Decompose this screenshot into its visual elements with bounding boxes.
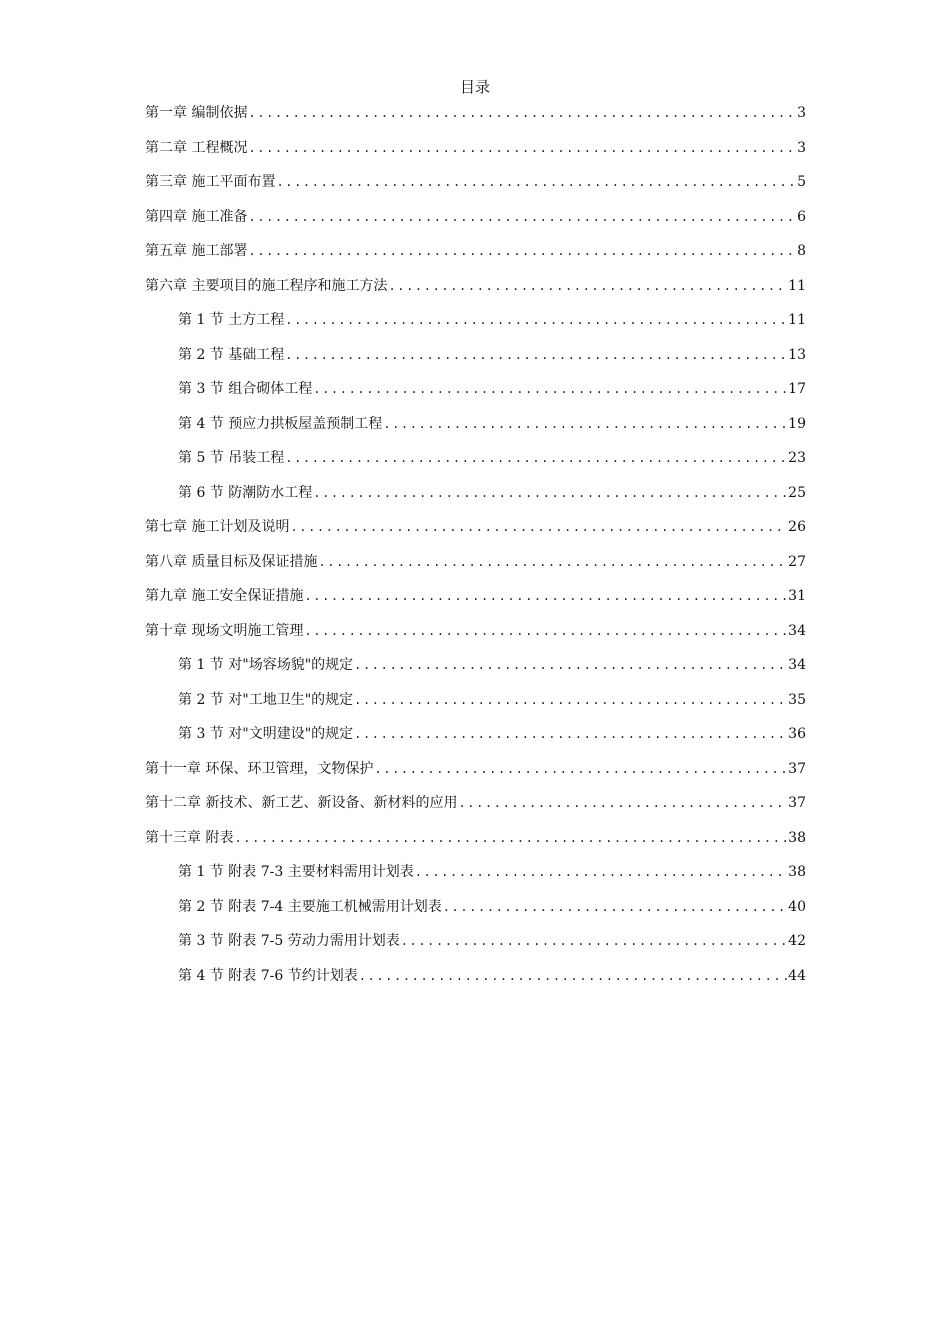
toc-entry-label: 第 3 节 附表 7-5 劳动力需用计划表	[178, 933, 400, 949]
toc-dot-leader	[313, 481, 787, 505]
toc-chapter-entry[interactable]	[145, 826, 806, 861]
toc-entry-page-number: 38	[788, 829, 806, 846]
toc-entry-label: 第五章 施工部署	[145, 243, 248, 259]
toc-entry-page-number: 3	[797, 105, 806, 121]
toc-chapter-entry[interactable]	[145, 584, 806, 619]
toc-entry-label: 第 4 节 附表 7-6 节约计划表	[178, 967, 358, 984]
toc-entry-page-number: 27	[788, 553, 806, 570]
toc-entry-label: 第七章 施工计划及说明	[145, 519, 290, 535]
toc-entry-page-number: 42	[788, 933, 806, 949]
toc-dot-leader	[374, 757, 787, 781]
toc-entry-label: 第 4 节 预应力拱板屋盖预制工程	[178, 415, 383, 432]
toc-entry-page-number: 19	[788, 415, 806, 432]
toc-entry-label: 第 3 节 组合砌体工程	[178, 381, 313, 397]
toc-entry-label: 第 1 节 对"场容场貌"的规定	[178, 657, 354, 673]
toc-dot-leader	[354, 688, 787, 712]
toc-section-entry[interactable]	[145, 929, 806, 964]
toc-entry-page-number: 23	[788, 450, 806, 466]
toc-dot-leader	[304, 619, 787, 643]
toc-dot-leader	[285, 308, 787, 332]
toc-section-entry[interactable]	[145, 308, 806, 343]
toc-entry-page-number: 3	[797, 139, 806, 156]
toc-entry-page-number: 11	[788, 277, 806, 294]
toc-section-entry[interactable]	[145, 860, 806, 895]
toc-entry-label: 第八章 质量目标及保证措施	[145, 553, 318, 570]
toc-dot-leader	[304, 584, 787, 608]
toc-section-entry[interactable]	[145, 343, 806, 378]
toc-dot-leader	[383, 412, 787, 436]
toc-entry-label: 第四章 施工准备	[145, 208, 248, 225]
toc-dot-leader	[290, 515, 787, 539]
toc-section-entry[interactable]	[145, 895, 806, 930]
toc-chapter-entry[interactable]	[145, 101, 806, 136]
toc-entry-page-number: 35	[788, 691, 806, 708]
toc-entry-page-number: 8	[797, 243, 806, 259]
toc-list	[145, 101, 806, 998]
toc-entry-label: 第十二章 新技术、新工艺、新设备、新材料的应用	[145, 795, 458, 811]
toc-chapter-entry[interactable]	[145, 619, 806, 654]
toc-entry-label: 第 1 节 附表 7-3 主要材料需用计划表	[178, 864, 414, 880]
toc-dot-leader	[285, 446, 787, 470]
toc-dot-leader	[354, 722, 787, 746]
toc-entry-label: 第 2 节 对"工地卫生"的规定	[178, 691, 354, 708]
toc-entry-page-number: 31	[788, 588, 806, 604]
toc-chapter-entry[interactable]	[145, 757, 806, 792]
toc-dot-leader	[248, 136, 796, 160]
toc-entry-label: 第 2 节 基础工程	[178, 346, 285, 363]
toc-entry-label: 第十三章 附表	[145, 829, 234, 846]
toc-entry-page-number: 37	[788, 795, 806, 811]
toc-entry-label: 第 5 节 吊装工程	[178, 450, 285, 466]
toc-entry-label: 第 1 节 土方工程	[178, 312, 285, 328]
toc-dot-leader	[248, 101, 796, 125]
toc-chapter-entry[interactable]	[145, 239, 806, 274]
toc-dot-leader	[359, 964, 787, 988]
toc-entry-page-number: 38	[788, 864, 806, 880]
toc-entry-label: 第二章 工程概况	[145, 139, 248, 156]
toc-section-entry[interactable]	[145, 481, 806, 516]
toc-entry-page-number: 17	[788, 381, 806, 397]
toc-entry-label: 第十一章 环保、环卫管理，文物保护	[145, 760, 374, 777]
toc-entry-page-number: 40	[788, 898, 806, 915]
toc-dot-leader	[458, 791, 787, 815]
toc-entry-label: 第 3 节 对"文明建设"的规定	[178, 726, 354, 742]
toc-title: 目录	[459, 78, 490, 96]
toc-entry-page-number: 13	[788, 346, 806, 363]
toc-dot-leader	[276, 170, 796, 194]
toc-entry-label: 第三章 施工平面布置	[145, 174, 276, 190]
toc-entry-label: 第一章 编制依据	[145, 105, 248, 121]
toc-entry-label: 第 6 节 防潮防水工程	[178, 484, 313, 501]
toc-dot-leader	[248, 205, 796, 229]
toc-section-entry[interactable]	[145, 446, 806, 481]
toc-entry-page-number: 26	[788, 519, 806, 535]
toc-dot-leader	[443, 895, 787, 919]
toc-entry-page-number: 5	[797, 174, 806, 190]
toc-dot-leader	[318, 550, 787, 574]
toc-section-entry[interactable]	[145, 377, 806, 412]
toc-chapter-entry[interactable]	[145, 274, 806, 309]
toc-chapter-entry[interactable]	[145, 791, 806, 826]
toc-section-entry[interactable]	[145, 722, 806, 757]
toc-dot-leader	[234, 826, 787, 850]
toc-section-entry[interactable]	[145, 964, 806, 999]
toc-dot-leader	[313, 377, 787, 401]
toc-entry-page-number: 25	[788, 484, 806, 501]
toc-section-entry[interactable]	[145, 688, 806, 723]
toc-entry-label: 第十章 现场文明施工管理	[145, 622, 304, 639]
toc-dot-leader	[248, 239, 796, 263]
toc-chapter-entry[interactable]	[145, 136, 806, 171]
toc-dot-leader	[285, 343, 787, 367]
toc-chapter-entry[interactable]	[145, 515, 806, 550]
toc-chapter-entry[interactable]	[145, 170, 806, 205]
toc-dot-leader	[388, 274, 787, 298]
toc-entry-page-number: 11	[788, 312, 806, 328]
toc-entry-page-number: 37	[788, 760, 806, 777]
toc-entry-label: 第六章 主要项目的施工程序和施工方法	[145, 277, 388, 294]
toc-dot-leader	[401, 929, 787, 953]
toc-entry-page-number: 34	[788, 657, 806, 673]
toc-entry-label: 第 2 节 附表 7-4 主要施工机械需用计划表	[178, 898, 442, 915]
toc-dot-leader	[354, 653, 787, 677]
toc-chapter-entry[interactable]	[145, 550, 806, 585]
toc-section-entry[interactable]	[145, 412, 806, 447]
toc-entry-page-number: 36	[788, 726, 806, 742]
toc-entry-page-number: 44	[788, 967, 806, 984]
toc-entry-page-number: 34	[788, 622, 806, 639]
toc-chapter-entry[interactable]	[145, 205, 806, 240]
toc-section-entry[interactable]	[145, 653, 806, 688]
toc-dot-leader	[415, 860, 787, 884]
toc-entry-label: 第九章 施工安全保证措施	[145, 588, 304, 604]
toc-entry-page-number: 6	[797, 208, 806, 225]
